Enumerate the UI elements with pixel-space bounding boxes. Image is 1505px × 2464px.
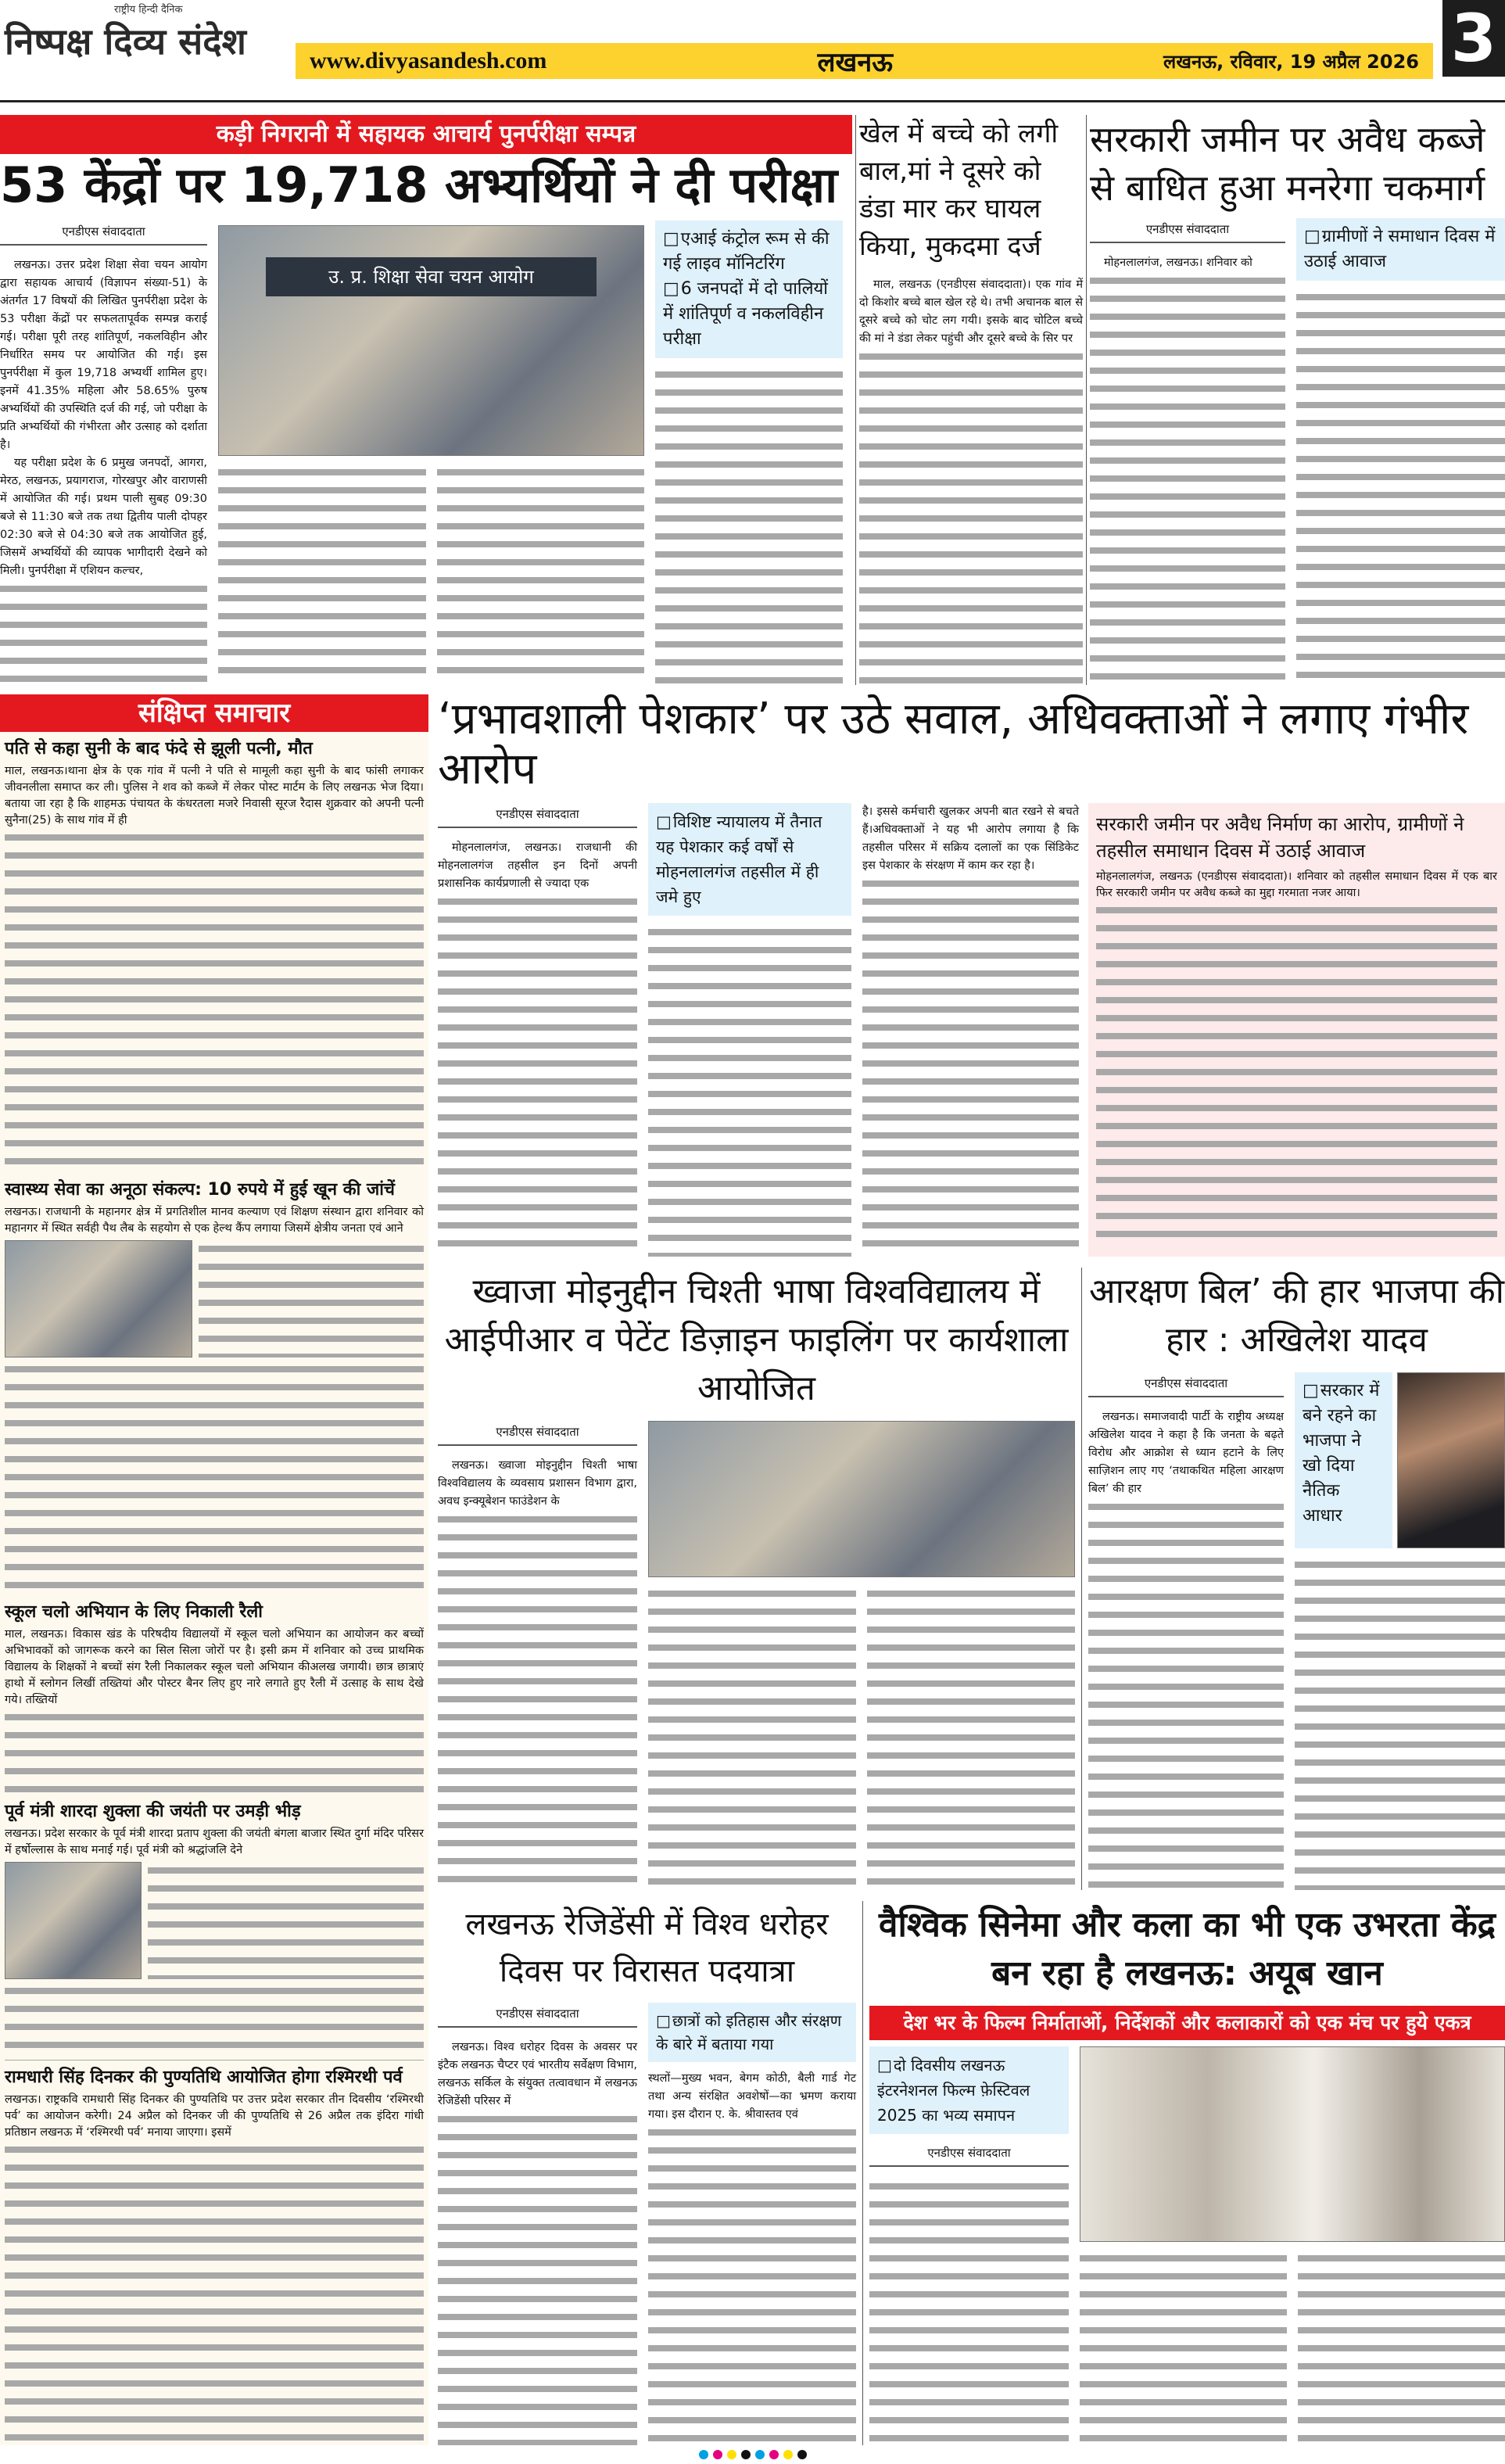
byline: एनडीएस संवाददाता [438,1424,637,1446]
story-text: यह परीक्षा प्रदेश के 6 प्रमुख जनपदों, आगरा, मेरठ, लखनऊ, प्रयागराज, गोरखपुर और वाराणसी में आयोजित की गई। प्रथम पाली सुबह 09:30 बजे से 11:30 बजे तक तथा द्वितीय पाली दोपहर 02:30 बजे से 04:30 बजे तक आयोजित हुई, जिसमें अभ्यर्थियों की व्यापक भागीदारी देखने को मिली। पुनर्परीक्षा में एशियन कल्चर, [0,457,207,578]
website-link[interactable]: www.divyasandesh.com [310,48,547,74]
brief-headline: स्कूल चलो अभियान के लिए निकाली रैली [5,1602,263,1622]
column-divider [1081,1268,1082,1890]
story-residency [438,1901,856,2445]
logo-text: निष्पक्ष दिव्य संदेश [5,20,246,63]
story-text: मोहनलालगंज, लखनऊ। शनिवार को [1104,256,1252,269]
story-text: मोहनलालगंज, लखनऊ (एनडीएस संवाददाता)। शनिवार को तहसील समाधान दिवस में एक बार फिर सरकारी जमीन पर अवैध कब्जे का मुद्दा गरमाता नजर आया। [1096,870,1497,899]
brief-headline: स्वास्थ्य सेवा का अनूठा संकल्प: 10 रुपये में हुई खून की जांचें [5,1180,395,1200]
story-khel [859,115,1083,685]
story-headline: सरकारी जमीन पर अवैध निर्माण का आरोप, ग्रामीणों ने तहसील समाधान दिवस में उठाई आवाज [1096,812,1464,862]
story-mnrega [1090,115,1505,685]
byline: एनडीएस संवाददाता [438,2006,637,2028]
brief-text: लखनऊ। राजधानी के महानगर क्षेत्र में प्रगतिशील मानव कल्याण एवं शिक्षण संस्थान द्वारा शनिवार को महानगर में स्थित सर्वही पैथ लैब के सहयोग से एक हेल्थ कैंप लगाया जिसमें क्षेत्रीय जनता एवं आने [5,1206,424,1235]
column-divider [855,115,856,685]
byline: एनडीएस संवाददाता [1088,1375,1284,1397]
page-number: 3 [1442,0,1505,77]
highlight-item: □ दो दिवसीय लखनऊ इंटरनेशनल फिल्म फ़ेस्टिवल 2025 का भव्य समापन [877,2053,1061,2128]
story-text: लखनऊ। ख्वाजा मोइनुद्दीन चिश्ती भाषा विश्वविद्यालय के व्यवसाय प्रशासन विभाग द्वारा, अवध इन्क्यूबेशन फाउंडेशन के [438,1458,637,1508]
story-kicker: देश भर के फिल्म निर्माताओं, निर्देशकों और कलाकारों को एक मंच पर हुये एकत्र [869,2006,1505,2040]
byline: एनडीएस संवाददाता [869,2145,1069,2167]
story-peshkar-section [438,694,1505,1257]
tribute-photo [5,1862,142,1979]
brief-headline: पूर्व मंत्री शारदा शुक्ला की जयंती पर उमड़ी भीड़ [5,1802,301,1821]
highlight-item: □ 6 जनपदों में दो पालियों में शांतिपूर्ण व नकलविहीन परीक्षा [663,277,835,352]
story-akhilesh [1088,1268,1505,1890]
print-registration-marks [0,2445,1505,2464]
story-headline: लखनऊ रेजिडेंसी में विश्व धरोहर दिवस पर विरासत पदयात्रा [465,1906,829,1989]
story-headline: ख्वाजा मोइनुद्दीन चिश्ती भाषा विश्वविद्यालय में आईपीआर व पेटेंट डिज़ाइन फाइलिंग पर कार्यशाला आयोजित [444,1271,1069,1408]
highlight-item: □ छात्रों को इतिहास और संरक्षण के बारे में बताया गया [656,2009,848,2056]
header-bar [296,43,1433,79]
story-headline: ‘प्रभावशाली पेशकार’ पर उठे सवाल, अधिवक्ताओं ने लगाए गंभीर आरोप [438,694,1469,795]
story-text: लखनऊ। विश्व धरोहर दिवस के अवसर पर इंटैक लखनऊ चैप्टर एवं भारतीय सर्वेक्षण विभाग, लखनऊ सर्किल के संयुक्त तत्वावधान में लखनऊ रेजिडेंसी परिसर में [438,2040,637,2107]
story-row-3 [438,1268,1505,1890]
brief-text: माल, लखनऊ। विकास खंड के परिषदीय विद्यालयों में स्कूल चलो अभियान का आयोजन कर बच्चों अभिभावकों को जागरूक करने का सिल सिला जोरों पर है। इसी क्रम में शनिवार को उच्च प्राथमिक विद्यालय के शिक्षकों ने बच्चों संग रैली निकालकर स्कूल चलो अभियान कीअलख जगायी। छात्र छात्राएं हाथो में स्लोगन लिखीं तख्तियां और पोस्टर बैनर लिए हुए नारे लगाते हुए रैली में उत्साह के साथ देखे गये। तख्तियों [5,1628,424,1706]
brief-headline: पति से कहा सुनी के बाद फंदे से झूली पत्नी, मौत [5,739,313,759]
akhilesh-yadav-photo [1397,1372,1505,1548]
story-text: माल, लखनऊ (एनडीएस संवाददाता)। एक गांव में दो किशोर बच्चे बाल खेल रहे थे। तभी अचानक बाल से दूसरे बच्चे को चोट लग गयी। इसके बाद चोटिल बच्चे की मां ने डंडा लेकर पहुंची और दूसरे बच्चे के सिर पर [859,278,1083,345]
highlight-box [648,2003,856,2062]
story-text: स्थलों—मुख्य भवन, बेगम कोठी, बैली गार्ड गेट तथा अन्य संरक्षित अवशेषों—का भ्रमण कराया गया। इस दौरान ए. के. श्रीवास्तव एवं [648,2071,856,2121]
health-camp-photo [5,1240,192,1358]
highlight-box [655,221,843,358]
story-tehsil [1088,803,1505,1257]
photo-sign: उ. प्र. शिक्षा सेवा चयन आयोग [266,257,597,296]
lead-story [0,115,852,685]
dateline: लखनऊ, रविवार, 19 अप्रैल 2026 [1163,50,1419,73]
lead-headline: 53 केंद्रों पर 19,718 अभ्यर्थियों ने दी परीक्षा [0,156,838,213]
story-text: लखनऊ। समाजवादी पार्टी के राष्ट्रीय अध्यक्ष अखिलेश यादव ने कहा है कि जनता के बढ़ते विरोध और आक्रोश से ध्यान हटाने के लिए साज़िशन लाए गए ‘तथाकथित महिला आरक्षण बिल’ की हार [1088,1410,1284,1495]
brief-text: लखनऊ। प्रदेश सरकार के पूर्व मंत्री शारदा प्रताप शुक्ला की जयंती बंगला बाजार स्थित दुर्गा मंदिर परिसर में हर्षोल्लास के साथ मनाई गई। पूर्व मंत्री को श्रद्धांजलि देने [5,1827,425,1856]
newspaper-logo [5,0,286,66]
edition-city: लखनऊ [817,47,893,78]
logo-tagline: राष्ट्रीय हिन्दी दैनिक [114,4,183,16]
highlight-box [1296,218,1505,281]
right-stories [438,694,1505,2445]
highlight-item: □ ग्रामीणों ने समाधान दिवस में उठाई आवाज [1304,224,1497,274]
story-headline: आरक्षण बिल’ की हार भाजपा की हार : अखिलेश यादव [1088,1271,1505,1360]
briefs-title: संक्षिप्त समाचार [0,694,428,732]
story-text: लखनऊ। उत्तर प्रदेश शिक्षा सेवा चयन आयोग द्वारा सहायक आचार्य (विज्ञापन संख्या-51) के अंतर्गत 17 विषयों की लिखित पुनर्परीक्षा प्रदेश के 53 परीक्षा केंद्रों पर सफलतापूर्वक सम्पन्न कराई गई। परीक्षा पूरी तरह शांतिपूर्ण, नकलविहीन और निर्धारित समय पर आयोजित की गई। इस पुनर्परीक्षा में कुल 19,718 अभ्यर्थी शामिल हुए। इनमें 41.35% महिला और 58.65% पुरुष अभ्यर्थियों की उपस्थिति दर्ज की गई, जो परीक्षा के प्रति अभ्यर्थियों की गंभीरता और उत्साह को दर्शाता है। [0,259,207,452]
brief-headline: रामधारी सिंह दिनकर की पुण्यतिथि आयोजित होगा रश्मिरथी पर्व [5,2068,403,2087]
highlight-item: □ सरकार में बने रहने का भाजपा ने खो दिया नैतिक आधार [1303,1379,1385,1529]
story-cinema [869,1901,1505,2445]
lower-section [0,685,1505,2445]
top-section [0,102,1505,685]
story-khwaja [438,1268,1075,1890]
story-text: है। इससे कर्मचारी खुलकर अपनी बात रखने से बचते हैं।अधिवक्ताओं ने यह भी आरोप लगाया है कि तहसील परिसर में सक्रिय दलालों का एक सिंडिकेट इस पेशकार के संरक्षण में काम कर रहा है। [862,805,1079,872]
byline: एनडीएस संवाददाता [438,806,637,828]
story-peshkar [438,803,1079,1257]
highlight-box [1295,1372,1392,1548]
story-headline: सरकारी जमीन पर अवैध कब्जे से बाधित हुआ मनरेगा चकमार्ग [1090,118,1485,209]
story-text: मोहनलालगंज, लखनऊ। राजधानी की मोहनलालगंज तहसील इन दिनों अपनी प्रशासनिक कार्यप्रणाली से ज्यादा एक [438,841,637,890]
highlight-box [869,2046,1069,2134]
column-divider [1086,115,1087,685]
commission-building-photo [218,225,644,456]
brief-text: माल, लखनऊ।थाना क्षेत्र के एक गांव में पत्नी ने पति से मामूली कहा सुनी के बाद फांसी लगाकर जीवनलीला समाप्त कर ली। पुलिस ने शव को कब्जे में लेकर पोस्ट मार्टम के लिए लखनऊ भेज दिया। बताया जा रहा है कि शाहमऊ पंचायत के कंधरतला मजरे निवासी सूरज रैदास शुक्रवार को अपनी पत्नी सुनैना(25) के साथ गांव में ही [5,765,424,827]
masthead [0,0,1505,102]
workshop-photo [648,1421,1075,1577]
story-headline: खेल में बच्चे को लगी बाल,मां ने दूसरे को डंडा मार कर घायल किया, मुकदमा दर्ज [859,118,1059,262]
column-divider [862,1901,863,2445]
story-row-4 [438,1901,1505,2445]
brief-text: लखनऊ। राष्ट्रकवि रामधारी सिंह दिनकर की पुण्यतिथि पर उत्तर प्रदेश सरकार तीन दिवसीय ‘रश्मिरथी पर्व’ का आयोजन करेगी। 24 अप्रैल को दिनकर जी की पुण्यतिथि से 26 अप्रैल तक इंदिरा गांधी प्रतिष्ठान लखनऊ में ‘रश्मिरथी पर्व’ मनाया जाएगा। इसमें [5,2093,424,2139]
highlight-item: □ एआई कंट्रोल रूम से की गई लाइव मॉनिटरिंग [663,227,835,277]
story-headline: वैश्विक सिनेमा और कला का भी एक उभरता केंद्र बन रहा है लखनऊ: अयूब खान [879,1904,1496,1993]
byline: एनडीएस संवाददाता [0,224,207,246]
byline: एनडीएस संवाददाता [1090,221,1285,243]
lead-kicker: कड़ी निगरानी में सहायक आचार्य पुनर्परीक्षा सम्पन्न [0,115,852,154]
highlight-item: □ विशिष्ट न्यायालय में तैनात यह पेशकार कई वर्षों से मोहनलालगंज तहसील में ही जमे हुए [656,809,844,909]
highlight-box [648,803,851,916]
film-festival-photo [1080,2046,1505,2242]
briefs-section [0,694,428,2445]
